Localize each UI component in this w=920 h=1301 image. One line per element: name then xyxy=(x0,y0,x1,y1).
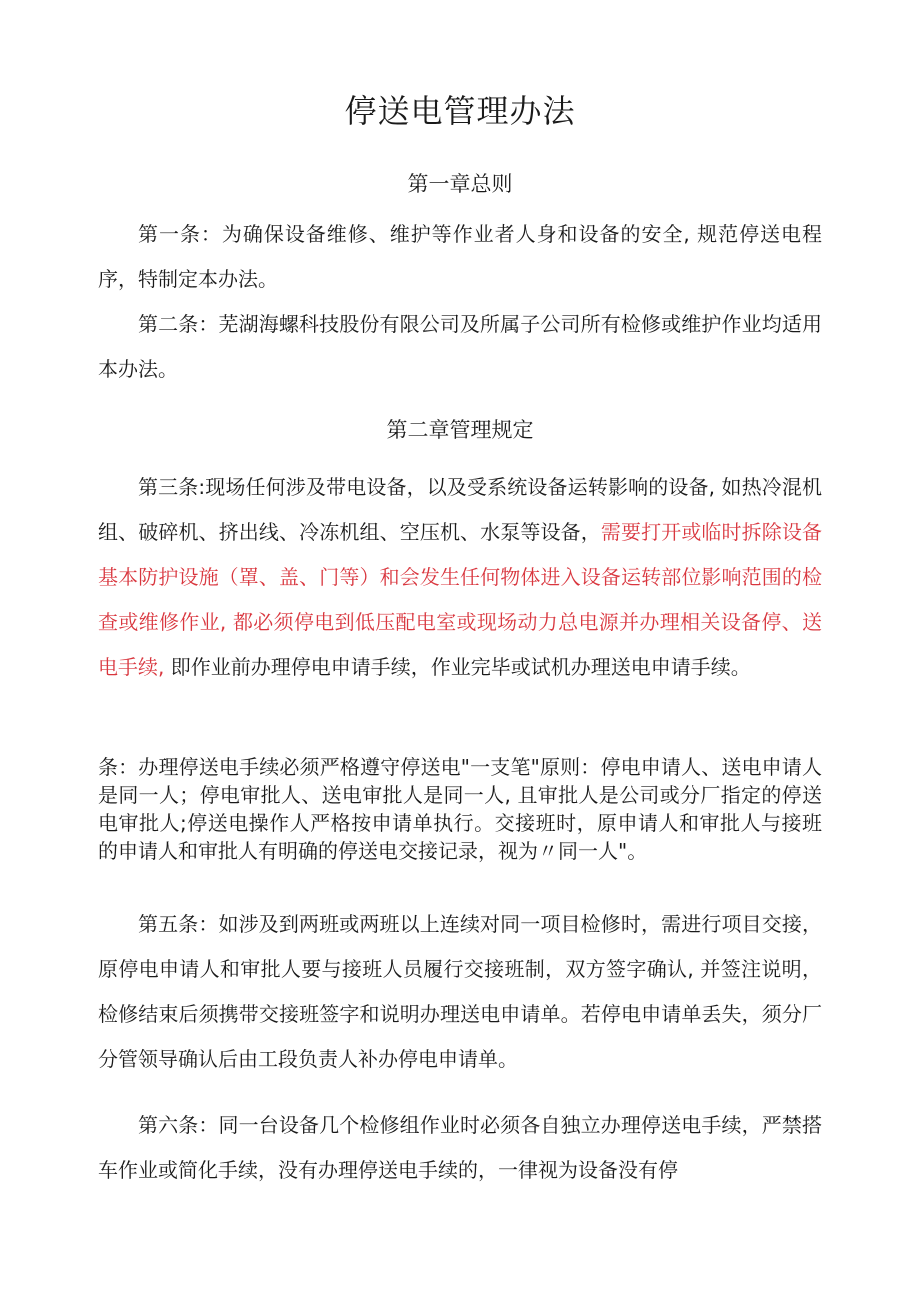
article-6: 第六条：同一台设备几个检修组作业时必须各自独立办理停送电手续，严禁搭车作业或简化手续，没有办理停送电手续的，一律视为设备没有停 xyxy=(98,1113,822,1182)
chapter-2-heading: 第二章管理规定 xyxy=(386,418,534,442)
article-5: 第五条：如涉及到两班或两班以上连续对同一项目检修时，需进行项目交接，原停电申请人和审批人要与接班人员履行交接班制，双方签字确认, 并签注说明，检修结束后须携带交接班签字和说明办理送电申请单。若停电申请单丢失，须分厂分管领导确认后由工段负责人补办停电申请单。 xyxy=(98,912,822,1071)
article-3-highlight: 需要打开或临时拆除设备基本防护设施（罩、盖、门等）和会发生任何物体进入设备运转部位影响范围的检查或维修作业, 都必须停电到低压配电室或现场动力总电源并办理相关设备停、送电手续, xyxy=(98,520,823,679)
article-1: 第一条：为确保设备维修、维护等作业者人身和设备的安全, 规范停送电程序，特制定本办法。 xyxy=(98,222,822,291)
article-3-outro: 即作业前办理停电申请手续，作业完毕或试机办理送电申请手续。 xyxy=(164,655,751,679)
article-3-intro: 第三条:现场任何涉及带电设备，以及受系统设备运转影响的设备, 如热冷混机组、破碎机、挤出线、冷冻机组、空压机、水泵等设备， xyxy=(98,475,822,544)
article-3 xyxy=(98,465,822,690)
article-2: 第二条：芜湖海螺科技股份有限公司及所属子公司所有检修或维护作业均适用本办法。 xyxy=(98,312,822,381)
document-title: 停送电管理办法 xyxy=(344,92,576,130)
chapter-1-heading: 第一章总则 xyxy=(407,172,513,196)
article-4: 条：办理停送电手续必须严格遵守停送电"一支笔"原则：停电申请人、送电申请人是同一人；停电审批人、送电审批人是同一人, 且审批人是公司或分厂指定的停送电审批人;停送电操作人严格按申请单执行。交接班时，原申请人和审批人与接班的申请人和审批人有明确的停送电交接记录，视为〃同一人"。 xyxy=(98,755,822,863)
